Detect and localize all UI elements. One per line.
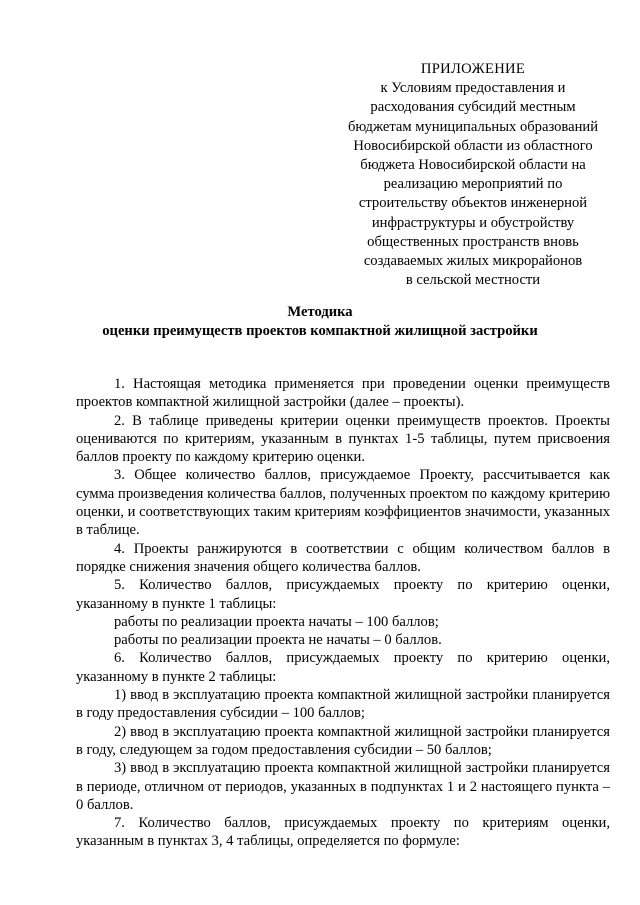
paragraph-6-item-1: 1) ввод в эксплуатацию проекта компактной жилищной застройки планируется в году предоставления субсидии – 100 баллов;	[76, 687, 610, 722]
paragraph-1: 1. Настоящая методика применяется при проведении оценки преимуществ проектов компактной жилищной застройки (далее – проекты).	[76, 376, 610, 411]
paragraph-4: 4. Проекты ранжируются в соответствии с общим количеством баллов в порядке снижения значения общего количества баллов.	[76, 540, 610, 575]
paragraph-6: 6. Количество баллов, присуждаемых проекту по критерию оценки, указанному в пункте 2 таблицы:	[76, 650, 610, 685]
appendix-line: строительству объектов инженерной	[358, 195, 588, 212]
appendix-line: в сельской местности	[405, 272, 541, 289]
appendix-line: расходования субсидий местным	[370, 99, 576, 116]
appendix-line: инфраструктуры и обустройству	[371, 214, 575, 231]
paragraph-5: 5. Количество баллов, присуждаемых проекту по критерию оценки, указанному в пункте 1 таблицы:	[76, 577, 610, 612]
paragraph-5-item-1: работы по реализации проекта начаты – 100 баллов;	[114, 613, 439, 630]
appendix-line: реализацию мероприятий по	[383, 176, 563, 193]
paragraph-7: 7. Количество баллов, присуждаемых проекту по критериям оценки, указанным в пунктах 3, 4 таблицы, определяется по формуле:	[76, 815, 610, 850]
paragraph-3: 3. Общее количество баллов, присуждаемое Проекту, рассчитывается как сумма произведения количества баллов, полученных проектом по каждому критерию оценки, и соответствующих таким критериям коэффициентов значимости, указанных в таблице.	[76, 467, 610, 539]
title-line-2: оценки преимуществ проектов компактной жилищной застройки	[102, 323, 538, 339]
paragraph-6-item-2: 2) ввод в эксплуатацию проекта компактной жилищной застройки планируется в году, следующем за годом предоставления субсидии – 50 баллов;	[76, 723, 610, 758]
appendix-line: создаваемых жилых микрорайонов	[363, 253, 583, 270]
title-line-1: Методика	[287, 304, 353, 320]
appendix-line: бюджетам муниципальных образований	[347, 118, 599, 135]
document-title	[80, 303, 560, 341]
appendix-header	[318, 60, 628, 290]
document-body	[76, 375, 610, 851]
appendix-line: бюджета Новосибирской области на	[360, 157, 586, 174]
appendix-title: ПРИЛОЖЕНИЕ	[420, 61, 526, 77]
appendix-line: к Условиям предоставления и	[380, 80, 566, 97]
paragraph-5-item-2: работы по реализации проекта не начаты – 0 баллов.	[114, 632, 442, 649]
appendix-line: общественных пространств вновь	[367, 233, 579, 250]
paragraph-2: 2. В таблице приведены критерии оценки преимуществ проектов. Проекты оцениваются по критериям, указанным в пунктах 1-5 таблицы, путем присвоения баллов проекту по каждому критерию оценки.	[76, 412, 610, 466]
appendix-line: Новосибирской области из областного	[353, 137, 593, 154]
paragraph-6-item-3: 3) ввод в эксплуатацию проекта компактной жилищной застройки планируется в периоде, отличном от периодов, указанных в подпунктах 1 и 2 настоящего пункта – 0 баллов.	[76, 760, 610, 813]
